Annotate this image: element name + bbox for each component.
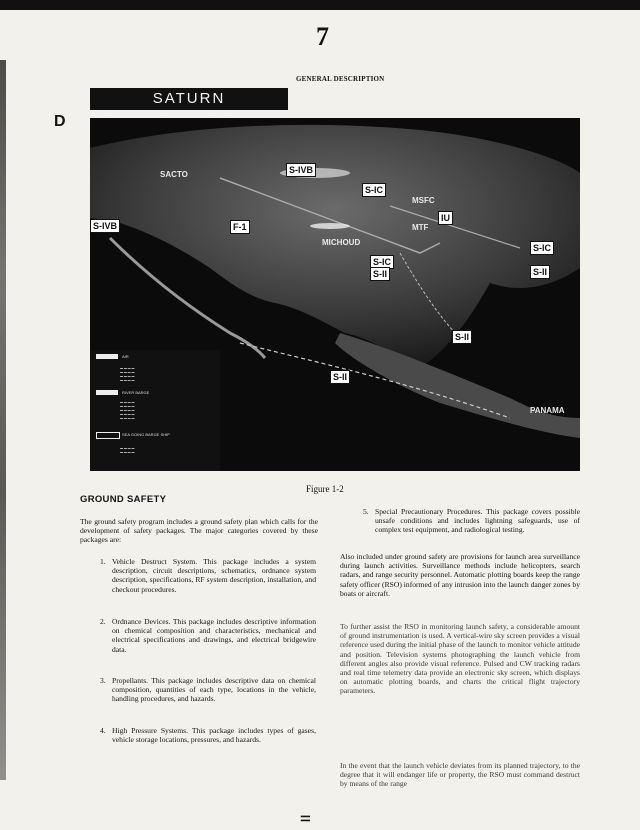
stage-label-s-ii-pacific: S-II xyxy=(330,370,350,384)
place-msfc: MSFC xyxy=(412,196,435,205)
stage-label-iu: IU xyxy=(438,211,453,225)
legend-ship-swatch xyxy=(96,432,120,439)
figure-caption: Figure 1-2 xyxy=(306,484,344,494)
list-item-3-number: 3. xyxy=(100,676,106,685)
legend-air-rows: ▬ ▬ ▬ ▬ ▬ ▬ ▬ ▬ ▬ ▬ ▬ ▬ ▬ ▬ ▬ ▬ xyxy=(120,366,135,382)
list-item-2-number: 2. xyxy=(100,617,106,626)
event-paragraph: In the event that the launch vehicle deviates from its planned trajectory, to the degree that it will endanger life or property, the RSO must command destruct by means of the range xyxy=(340,761,580,789)
page-number: 7 xyxy=(316,22,329,51)
stage-label-s-ii-east: S-II xyxy=(530,265,550,279)
side-mark: D xyxy=(54,113,66,130)
stage-label-s-ivb-left: S-IVB xyxy=(90,219,120,233)
intro-paragraph: The ground safety program includes a ground safety plan which calls for the development of safety packages. The major categories covered by these packages are: xyxy=(80,517,318,545)
list-item-1 xyxy=(100,557,316,594)
place-sacto: SACTO xyxy=(160,170,188,179)
legend-air-heading: AIR xyxy=(122,354,129,359)
list-item-2-text: Ordnance Devices. This package includes descriptive information on chemical composition and characteristics, mechanical and electrical specifications and drawings, and electrical bridgewire data. xyxy=(112,617,316,654)
map-legend xyxy=(90,350,220,471)
stage-label-f1: F-1 xyxy=(230,220,250,234)
legend-ship-heading: SEA GOING BARGE SHIP xyxy=(122,432,170,437)
scan-top-border xyxy=(0,0,640,10)
list-item-4 xyxy=(100,726,316,745)
running-head: GENERAL DESCRIPTION xyxy=(296,75,385,83)
list-item-1-text: Vehicle Destruct System. This package includes a system description, circuit descriptions, schematics, ordnance system description, specifications, RF system description, installation, and checkout procedures. xyxy=(112,557,316,594)
list-item-5-text: Special Precautionary Procedures. This package covers possible unsafe conditions and includes lightning safeguards, use of complex test equipment, and radiological testing. xyxy=(375,507,580,535)
rso-paragraph: To further assist the RSO in monitoring launch safety, a considerable amount of ground instrumentation is used. A vertical-wire sky screen provides a visual reference used during the initial phase of the launch to monitor vehicle attitude and position. Television systems photographing the launch vehicle from different angles also provide visual reference. Pulsed and CW tracking radars and real time telemetry data provide an electronic sky screen, which displays on automatic plotting boards, and charts the critical flight trajectory parameters. xyxy=(340,622,580,696)
stage-label-s-ii-gulf: S-II xyxy=(452,330,472,344)
stage-label-s-ivb-top: S-IVB xyxy=(286,163,316,177)
surveillance-paragraph: Also included under ground safety are provisions for launch area surveillance during launch activities. Surveillance methods include helicopters, search radars, and range security personnel. Automatic plotting boards keep the range safety officer (RSO) informed of any intrusion into the launch danger zones by boats or aircraft. xyxy=(340,552,580,598)
list-item-5-number: 5. xyxy=(363,507,369,516)
list-item-2 xyxy=(100,617,316,654)
legend-air-swatch xyxy=(96,354,118,359)
legend-barge-heading: RIVER BARGE xyxy=(122,390,150,395)
list-item-3-text: Propellants. This package includes descriptive data on chemical composition, quantities of each type, locations in the vehicle, handling procedures, and hazards. xyxy=(112,676,316,704)
stage-label-s-ii-michoud: S-II xyxy=(370,267,390,281)
list-item-1-number: 1. xyxy=(100,557,106,566)
transportation-map xyxy=(90,118,580,471)
legend-barge-swatch xyxy=(96,390,118,395)
footer-mark: ⚌ xyxy=(300,810,311,824)
list-item-4-number: 4. xyxy=(100,726,106,735)
list-item-4-text: High Pressure Systems. This package includes types of gases, vehicle storage locations, pressures, and hazards. xyxy=(112,726,316,745)
place-mtf: MTF xyxy=(412,223,429,232)
list-item-3 xyxy=(100,676,316,704)
figure-title: SATURN xyxy=(90,88,288,110)
place-michoud: MICHOUD xyxy=(322,238,361,247)
section-heading: GROUND SAFETY xyxy=(80,494,167,505)
place-panama: PANAMA xyxy=(530,406,565,415)
legend-barge-rows: ▬ ▬ ▬ ▬ ▬ ▬ ▬ ▬ ▬ ▬ ▬ ▬ ▬ ▬ ▬ ▬ ▬ ▬ ▬ ▬ xyxy=(120,400,135,420)
scan-left-edge xyxy=(0,60,6,780)
legend-ship-rows: ▬ ▬ ▬ ▬ ▬ ▬ ▬ ▬ xyxy=(120,446,135,454)
stage-label-s-ic-east: S-IC xyxy=(530,241,554,255)
list-item-5 xyxy=(363,507,580,535)
stage-label-s-ic-michoud: S-IC xyxy=(370,255,394,269)
stage-label-s-ic-msfc: S-IC xyxy=(362,183,386,197)
